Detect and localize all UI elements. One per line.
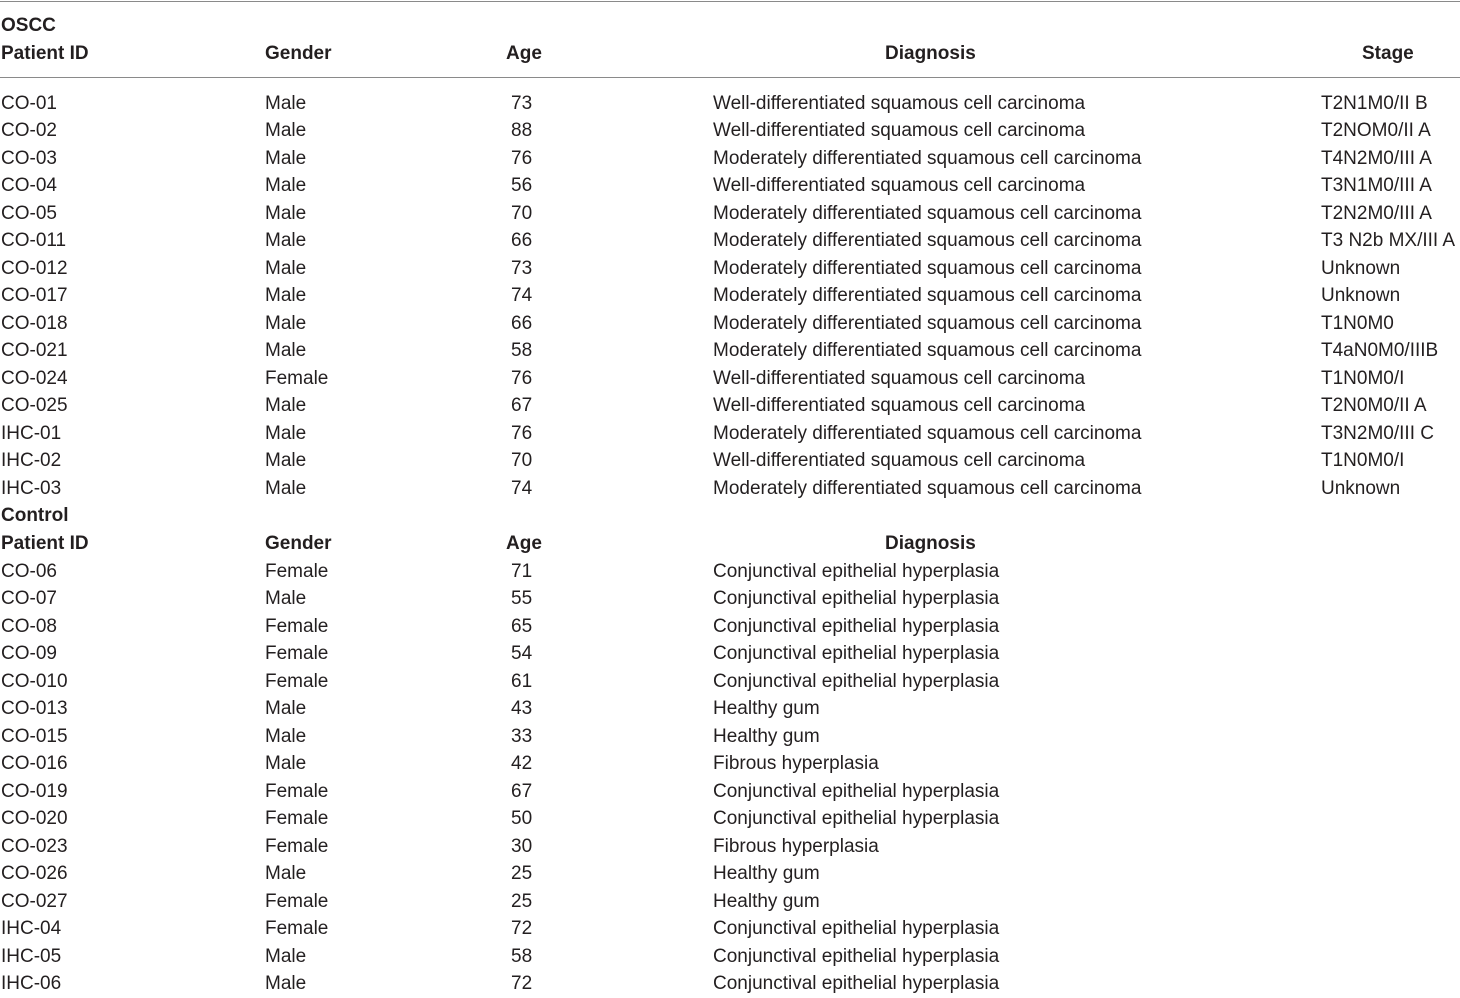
table-row <box>0 613 1460 641</box>
control-section-title: Control <box>1 505 69 526</box>
table-row <box>0 558 1460 586</box>
age-cell: 76 <box>511 147 533 169</box>
gender-cell: Female <box>265 560 329 582</box>
diagnosis-cell: Well-differentiated squamous cell carcinoma <box>713 120 1086 141</box>
stage-cell: Unknown <box>1321 257 1401 279</box>
diagnosis-cell: Moderately differentiated squamous cell carcinoma <box>713 202 1142 224</box>
age-cell: 70 <box>511 450 533 471</box>
patient-id-cell: CO-01 <box>1 92 57 114</box>
table-row <box>0 805 1460 833</box>
gender-cell: Male <box>265 588 307 609</box>
table-row <box>0 943 1460 971</box>
oscc-header-stage: Stage <box>1362 43 1414 64</box>
diagnosis-cell: Moderately differentiated squamous cell carcinoma <box>713 230 1142 251</box>
gender-cell: Male <box>265 477 307 499</box>
age-cell: 43 <box>511 698 533 719</box>
table-row <box>0 723 1460 751</box>
diagnosis-cell: Fibrous hyperplasia <box>713 753 879 774</box>
age-cell: 50 <box>511 808 533 829</box>
table-row <box>0 90 1460 118</box>
diagnosis-cell: Conjunctival epithelial hyperplasia <box>713 918 1000 939</box>
gender-cell: Female <box>265 780 329 802</box>
diagnosis-cell: Moderately differentiated squamous cell carcinoma <box>713 257 1142 279</box>
gender-cell: Male <box>265 175 307 196</box>
patient-id-cell: CO-018 <box>1 312 68 334</box>
table-row <box>0 365 1460 393</box>
table-row <box>0 227 1460 255</box>
patient-id-cell: CO-010 <box>1 670 68 692</box>
table-row <box>0 200 1460 228</box>
gender-cell: Male <box>265 257 307 279</box>
table-row <box>0 255 1460 283</box>
age-cell: 72 <box>511 918 533 939</box>
diagnosis-cell: Moderately differentiated squamous cell carcinoma <box>713 340 1142 361</box>
gender-cell: Male <box>265 92 307 114</box>
patient-id-cell: IHC-03 <box>1 477 62 499</box>
gender-cell: Male <box>265 202 307 224</box>
table-row <box>0 117 1460 145</box>
gender-cell: Male <box>265 340 307 361</box>
gender-cell: Male <box>265 698 307 719</box>
gender-cell: Female <box>265 918 329 939</box>
gender-cell: Male <box>265 120 307 141</box>
diagnosis-cell: Healthy gum <box>713 863 820 884</box>
patient-id-cell: CO-013 <box>1 698 68 719</box>
gender-cell: Male <box>265 725 307 747</box>
oscc-header-patient-id: Patient ID <box>1 43 89 64</box>
age-cell: 65 <box>511 615 533 637</box>
stage-cell: T2N0M0/II A <box>1321 395 1427 416</box>
table-row <box>0 420 1460 448</box>
age-cell: 70 <box>511 202 533 224</box>
diagnosis-cell: Conjunctival epithelial hyperplasia <box>713 615 1000 637</box>
diagnosis-cell: Well-differentiated squamous cell carcinoma <box>713 92 1086 114</box>
header-rule <box>0 77 1460 78</box>
stage-cell: T3N1M0/III A <box>1321 175 1432 196</box>
patient-id-cell: CO-020 <box>1 808 68 829</box>
stage-cell: T4N2M0/III A <box>1321 147 1432 169</box>
gender-cell: Male <box>265 230 307 251</box>
patient-id-cell: CO-05 <box>1 202 57 224</box>
gender-cell: Female <box>265 835 329 857</box>
age-cell: 61 <box>511 670 533 692</box>
age-cell: 42 <box>511 753 533 774</box>
age-cell: 25 <box>511 890 533 912</box>
diagnosis-cell: Conjunctival epithelial hyperplasia <box>713 780 1000 802</box>
patient-id-cell: CO-017 <box>1 285 68 306</box>
table-row <box>0 145 1460 173</box>
patient-id-cell: CO-07 <box>1 588 57 609</box>
patient-id-cell: IHC-05 <box>1 945 62 967</box>
age-cell: 74 <box>511 285 533 306</box>
table-row <box>0 475 1460 503</box>
table-row <box>0 860 1460 888</box>
age-cell: 76 <box>511 422 533 444</box>
diagnosis-cell: Moderately differentiated squamous cell carcinoma <box>713 285 1142 306</box>
patient-id-cell: CO-02 <box>1 120 57 141</box>
age-cell: 58 <box>511 340 533 361</box>
diagnosis-cell: Well-differentiated squamous cell carcinoma <box>713 450 1086 471</box>
stage-cell: T3 N2b MX/III A <box>1321 230 1456 251</box>
table-top-rule <box>0 1 1460 2</box>
stage-cell: T4aN0M0/IIIB <box>1321 340 1439 361</box>
table-row <box>0 172 1460 200</box>
patient-id-cell: IHC-04 <box>1 918 62 939</box>
gender-cell: Male <box>265 450 307 471</box>
table-row <box>0 640 1460 668</box>
oscc-header-row <box>0 40 1460 68</box>
patient-id-cell: CO-012 <box>1 257 68 279</box>
age-cell: 54 <box>511 643 533 664</box>
age-cell: 72 <box>511 973 533 994</box>
stage-cell: T2N1M0/II B <box>1321 92 1428 114</box>
age-cell: 25 <box>511 863 533 884</box>
stage-cell: T1N0M0/I <box>1321 367 1405 389</box>
diagnosis-cell: Fibrous hyperplasia <box>713 835 879 857</box>
table-row <box>0 392 1460 420</box>
age-cell: 67 <box>511 395 533 416</box>
diagnosis-cell: Moderately differentiated squamous cell carcinoma <box>713 147 1142 169</box>
gender-cell: Female <box>265 670 329 692</box>
gender-cell: Female <box>265 643 329 664</box>
patient-id-cell: IHC-01 <box>1 422 62 444</box>
diagnosis-cell: Conjunctival epithelial hyperplasia <box>713 588 1000 609</box>
stage-cell: T3N2M0/III C <box>1321 422 1434 444</box>
diagnosis-cell: Moderately differentiated squamous cell carcinoma <box>713 312 1142 334</box>
age-cell: 88 <box>511 120 533 141</box>
age-cell: 33 <box>511 725 533 747</box>
diagnosis-cell: Conjunctival epithelial hyperplasia <box>713 973 1000 994</box>
age-cell: 73 <box>511 92 533 114</box>
table-row <box>0 778 1460 806</box>
gender-cell: Male <box>265 395 307 416</box>
table-row <box>0 695 1460 723</box>
patient-id-cell: CO-021 <box>1 340 68 361</box>
diagnosis-cell: Moderately differentiated squamous cell carcinoma <box>713 477 1142 499</box>
age-cell: 58 <box>511 945 533 967</box>
patient-id-cell: CO-011 <box>1 230 67 251</box>
diagnosis-cell: Conjunctival epithelial hyperplasia <box>713 808 1000 829</box>
diagnosis-cell: Conjunctival epithelial hyperplasia <box>713 945 1000 967</box>
patient-id-cell: IHC-02 <box>1 450 62 471</box>
age-cell: 67 <box>511 780 533 802</box>
table-row <box>0 447 1460 475</box>
gender-cell: Female <box>265 615 329 637</box>
diagnosis-cell: Conjunctival epithelial hyperplasia <box>713 670 1000 692</box>
table-row <box>0 970 1460 998</box>
table-row <box>0 310 1460 338</box>
patient-id-cell: CO-027 <box>1 890 68 912</box>
age-cell: 56 <box>511 175 533 196</box>
age-cell: 66 <box>511 312 533 334</box>
oscc-section-title: OSCC <box>1 15 56 36</box>
gender-cell: Male <box>265 312 307 334</box>
control-header-gender: Gender <box>265 533 332 554</box>
age-cell: 71 <box>511 560 533 582</box>
age-cell: 74 <box>511 477 533 499</box>
diagnosis-cell: Healthy gum <box>713 890 820 912</box>
stage-cell: T1N0M0 <box>1321 312 1394 334</box>
stage-cell: T2N2M0/III A <box>1321 202 1432 224</box>
patient-id-cell: CO-026 <box>1 863 68 884</box>
patient-id-cell: CO-09 <box>1 643 57 664</box>
patient-id-cell: CO-019 <box>1 780 68 802</box>
gender-cell: Male <box>265 945 307 967</box>
diagnosis-cell: Conjunctival epithelial hyperplasia <box>713 643 1000 664</box>
control-header-row <box>0 530 1460 558</box>
patient-id-cell: CO-04 <box>1 175 57 196</box>
control-header-age: Age <box>506 533 542 554</box>
table-row <box>0 668 1460 696</box>
patient-id-cell: CO-015 <box>1 725 68 747</box>
age-cell: 76 <box>511 367 533 389</box>
patient-id-cell: CO-023 <box>1 835 68 857</box>
diagnosis-cell: Conjunctival epithelial hyperplasia <box>713 560 1000 582</box>
patient-id-cell: IHC-06 <box>1 973 62 994</box>
stage-cell: T2NOM0/II A <box>1321 120 1431 141</box>
stage-cell: T1N0M0/I <box>1321 450 1405 471</box>
diagnosis-cell: Well-differentiated squamous cell carcinoma <box>713 367 1086 389</box>
patient-id-cell: CO-06 <box>1 560 57 582</box>
gender-cell: Male <box>265 285 307 306</box>
patient-id-cell: CO-024 <box>1 367 68 389</box>
diagnosis-cell: Healthy gum <box>713 698 820 719</box>
table-row <box>0 750 1460 778</box>
age-cell: 73 <box>511 257 533 279</box>
patient-id-cell: CO-016 <box>1 753 68 774</box>
gender-cell: Female <box>265 808 329 829</box>
gender-cell: Male <box>265 147 307 169</box>
table-row <box>0 337 1460 365</box>
patient-id-cell: CO-025 <box>1 395 68 416</box>
age-cell: 30 <box>511 835 533 857</box>
control-header-patient-id: Patient ID <box>1 533 89 554</box>
table-row <box>0 888 1460 916</box>
age-cell: 55 <box>511 588 533 609</box>
gender-cell: Male <box>265 973 307 994</box>
table-row <box>0 585 1460 613</box>
gender-cell: Male <box>265 863 307 884</box>
patient-id-cell: CO-03 <box>1 147 57 169</box>
stage-cell: Unknown <box>1321 285 1401 306</box>
stage-cell: Unknown <box>1321 477 1401 499</box>
age-cell: 66 <box>511 230 533 251</box>
table-row <box>0 833 1460 861</box>
patient-id-cell: CO-08 <box>1 615 57 637</box>
control-header-diagnosis: Diagnosis <box>885 533 976 554</box>
table-row <box>0 282 1460 310</box>
diagnosis-cell: Moderately differentiated squamous cell carcinoma <box>713 422 1142 444</box>
gender-cell: Female <box>265 367 329 389</box>
oscc-header-age: Age <box>506 43 542 64</box>
gender-cell: Male <box>265 422 307 444</box>
table-row <box>0 915 1460 943</box>
oscc-header-gender: Gender <box>265 43 332 64</box>
oscc-header-diagnosis: Diagnosis <box>885 43 976 64</box>
diagnosis-cell: Healthy gum <box>713 725 820 747</box>
diagnosis-cell: Well-differentiated squamous cell carcinoma <box>713 175 1086 196</box>
gender-cell: Male <box>265 753 307 774</box>
gender-cell: Female <box>265 890 329 912</box>
diagnosis-cell: Well-differentiated squamous cell carcinoma <box>713 395 1086 416</box>
